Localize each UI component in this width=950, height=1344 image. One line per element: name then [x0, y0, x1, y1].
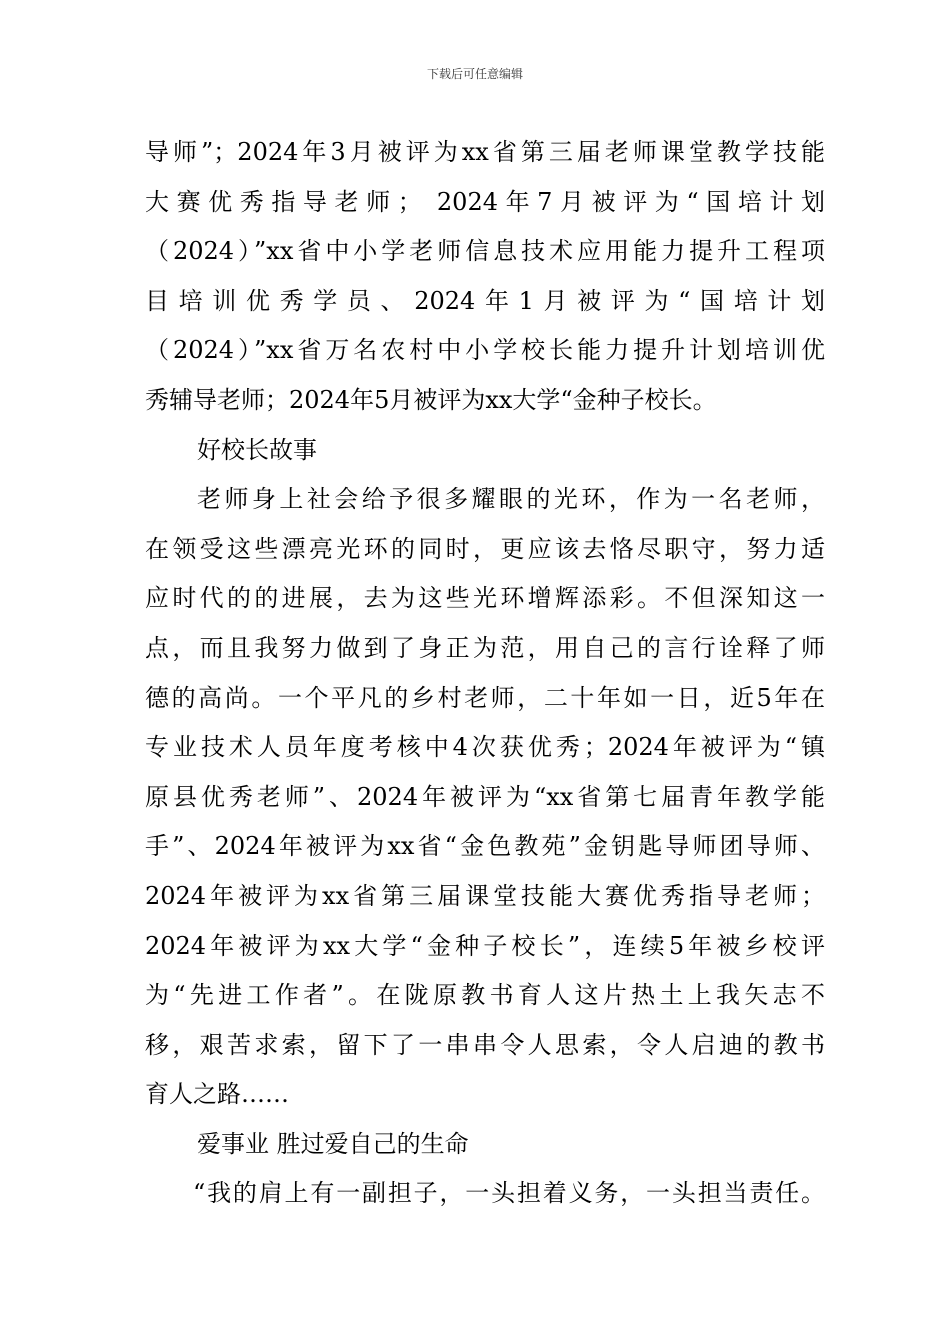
section-heading: 好校长故事 [197, 435, 317, 464]
text-line: 为“先进工作者”。在陇原教书育人这片热土上我矢志不 [145, 981, 825, 1010]
text-line: 2024年被评为xx省第三届课堂技能大赛优秀指导老师； [145, 881, 825, 910]
text-line: 专业技术人员年度考核中4次获优秀；2024年被评为“镇 [145, 733, 825, 762]
text-line: “我的肩上有一副担子，一头担着义务，一头担当责任。 [193, 1179, 825, 1208]
text-line: 手”、2024年被评为xx省“金色教苑”金钥匙导师团导师、 [145, 832, 825, 861]
text-line: 老师身上社会给予很多耀眼的光环，作为一名老师， [197, 485, 825, 514]
text-line: 大赛优秀指导老师； 2024年7月被评为“国培计划 [145, 187, 825, 216]
text-line: （2024）”xx省万名农村中小学校长能力提升计划培训优 [145, 336, 825, 365]
page-header: 下载后可任意编辑 [426, 67, 523, 81]
text-line: 移，艰苦求索，留下了一串串令人思索，令人启迪的教书 [145, 1030, 825, 1059]
text-line: 原县优秀老师”、2024年被评为“xx省第七届青年教学能 [145, 782, 825, 811]
text-line: 应时代的的进展，去为这些光环增辉添彩。不但深知这一 [145, 584, 825, 613]
text-line: 2024年被评为xx大学“金种子校长”，连续5年被乡校评 [145, 931, 825, 960]
document-body [145, 128, 825, 1219]
text-line: 导师”；2024年3月被评为xx省第三届老师课堂教学技能 [145, 138, 825, 166]
text-line: 育人之路…… [145, 1080, 289, 1109]
text-line: （2024）”xx省中小学老师信息技术应用能力提升工程项 [145, 237, 825, 266]
text-line: 秀辅导老师；2024年5月被评为xx大学“金种子校长。 [145, 385, 717, 414]
text-line: 在领受这些漂亮光环的同时，更应该去恪尽职守，努力适 [145, 534, 825, 563]
text-line: 德的高尚。一个平凡的乡村老师，二十年如一日，近5年在 [145, 683, 825, 712]
section-heading: 爱事业 胜过爱自己的生命 [197, 1129, 469, 1158]
text-line: 点，而且我努力做到了身正为范，用自己的言行诠释了师 [145, 633, 825, 662]
text-line: 目培训优秀学员、2024年1月被评为“国培计划 [145, 286, 825, 315]
